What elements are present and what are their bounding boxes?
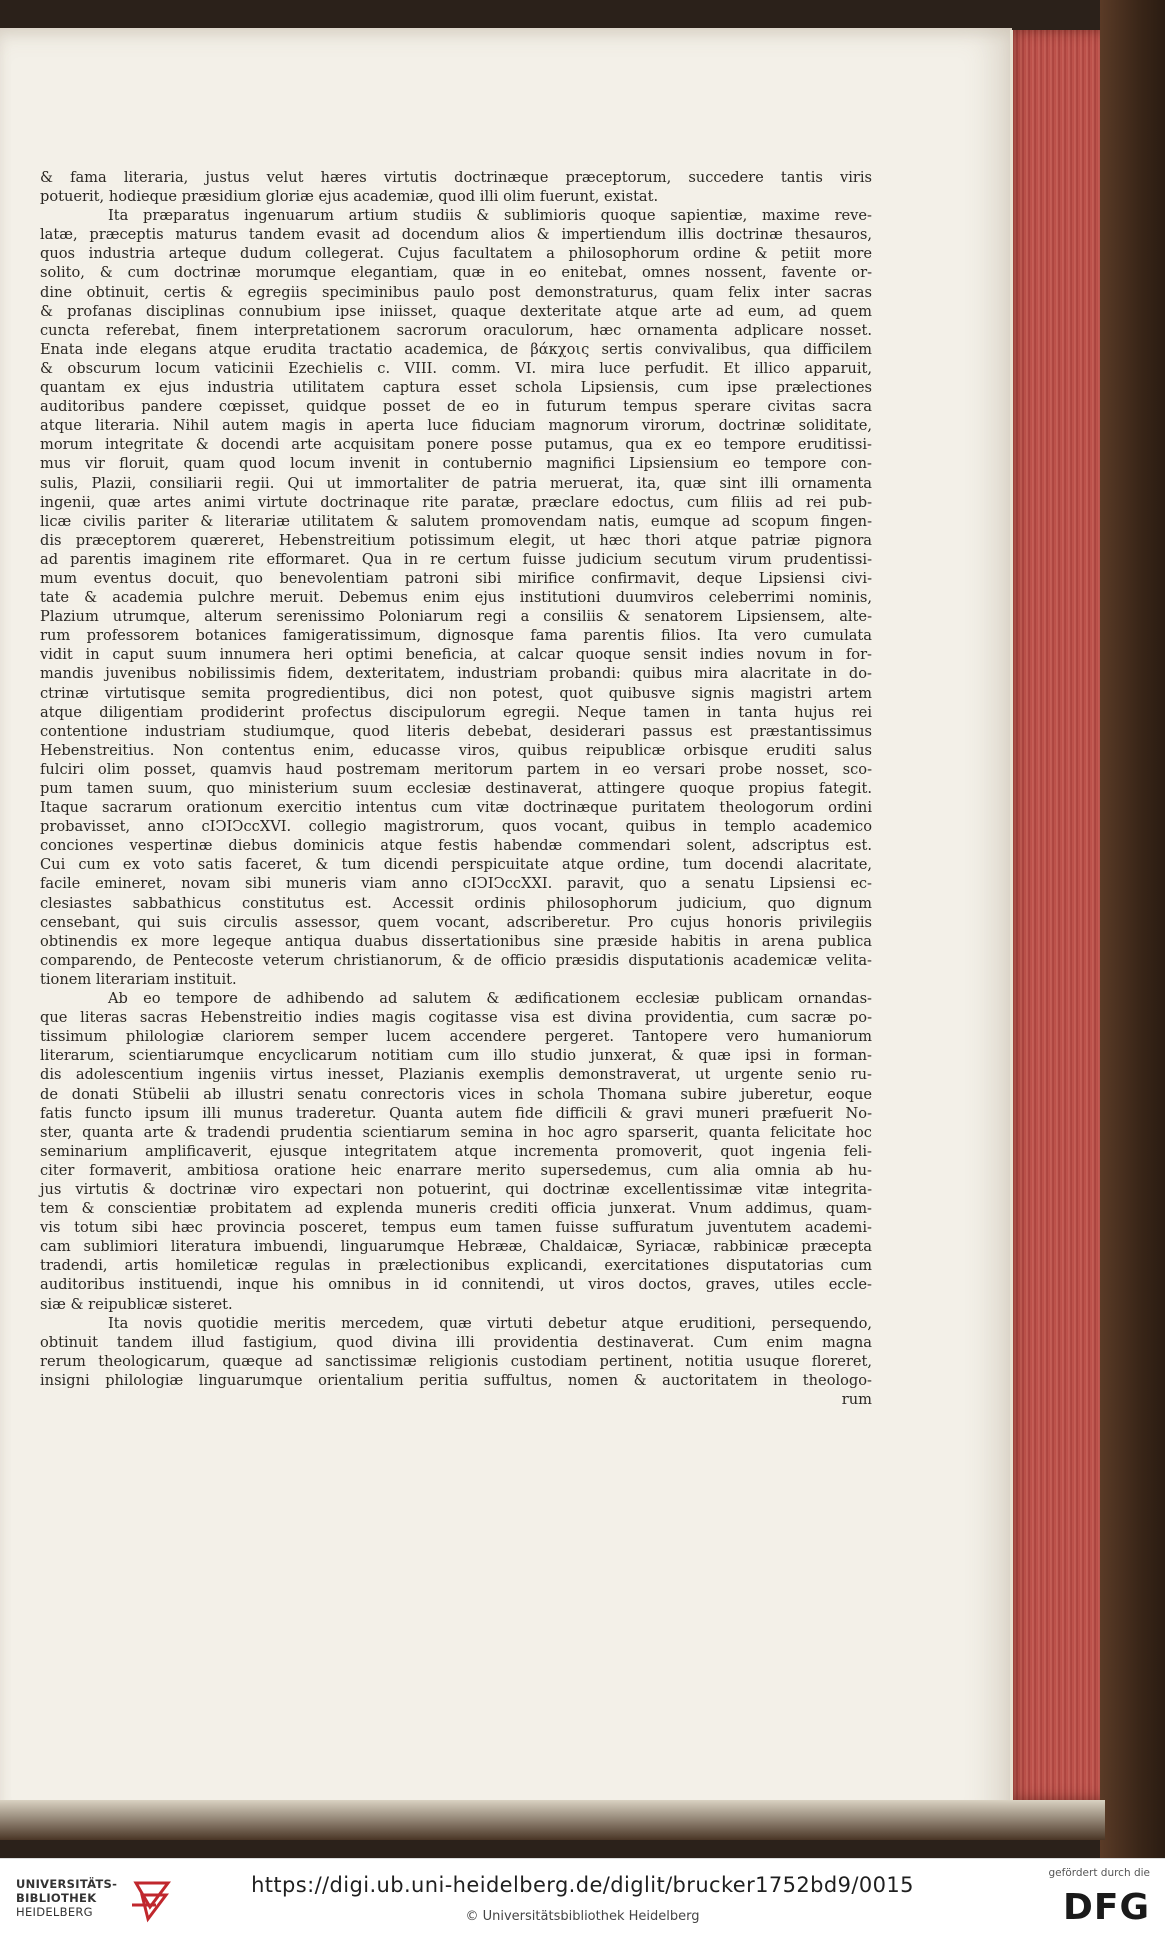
text-line: de donati Stübelii ab illustri senatu conrectoris vices in schola Thomana subire juberetur, eoque [40, 1085, 872, 1103]
text-line: ad parentis imaginem rite efformaret. Qua in re certum fuisse judicium secutum virum prudentissi- [40, 550, 872, 568]
text-line: Itaque sacrarum orationum exercitio intentus cum vitæ doctrinæque puritatem theologorum ordini [40, 799, 872, 817]
text-line: dis præceptorem quæreret, Hebenstreitium potissimum elegit, ut hæc thori atque patriæ pignora [40, 531, 872, 549]
page-url-link[interactable]: https://digi.ub.uni-heidelberg.de/diglit/brucker1752bd9/0015 [251, 1873, 914, 1897]
text-line: solito, & cum doctrinæ morumque elegantiam, quæ in eo enitebat, omnes nossent, favente or- [40, 264, 872, 282]
text-line: cuncta referebat, finem interpretationem sacrorum oraculorum, hæc ornamenta adplicare nosset. [40, 321, 872, 339]
text-line: dine obtinuit, certis & egregiis speciminibus paulo post demonstraturus, quam felix inter sacras [40, 283, 872, 301]
text-line: Ita præparatus ingenuarum artium studiis & sublimioris quoque sapientiæ, maxime reve- [108, 207, 872, 225]
library-name-line3: HEIDELBERG [16, 1905, 93, 1919]
text-line: Enata inde elegans atque erudita tractatio academica, de βάκχοις sertis convivalibus, qua difficilem [40, 340, 872, 358]
copyright-notice: © Universitätsbibliothek Heidelberg [465, 1909, 700, 1924]
text-line: Cui cum ex voto satis faceret, & tum dicendi perspicuitate atque ordine, tum docendi alacritate, [40, 856, 872, 874]
text-line: cam sublimiori literatura imbuendi, linguarumque Hebrææ, Chaldaicæ, Syriacæ, rabbinicæ præcepta [40, 1238, 872, 1256]
text-line: ingenii, quæ artes animi virtute doctrinaque rite paratæ, præclare edoctus, cum filiis ad rei pub- [40, 493, 872, 511]
dfg-logo-icon: DFG [1062, 1887, 1150, 1928]
text-line: Plazium utrumque, alterum serenissimo Poloniarum regi a consiliis & senatorem Lipsiensem, alte- [40, 608, 872, 626]
text-line: fatis functo ipsum illi munus traderetur. Quanta autem fide difficili & gravi muneri præfuerit No- [40, 1104, 872, 1122]
funder-logo[interactable] [1030, 1867, 1150, 1933]
text-line: citer formaverit, ambitiosa oratione heic enarrare merito supersedemus, cum alia omnia ab hu- [40, 1161, 872, 1179]
text-line: tem & conscientiæ probitatem ad explenda muneris crediti officia junxerat. Vnum addimus, quam- [40, 1200, 872, 1218]
text-line: tate & academia pulchre meruit. Debemus enim ejus institutioni duumviros celeberrimi nominis, [40, 589, 872, 607]
text-line: latæ, præceptis maturus tandem evasit ad docendum alios & impertiendum illis doctrinæ thesauros, [40, 226, 872, 244]
text-line: clesiastes sabbathicus constitutus est. Accessit ordinis philosophorum judicium, quo dignum [40, 894, 872, 912]
text-line: tionem literariam instituit. [40, 970, 237, 988]
text-line: que literas sacras Hebenstreitio indies magis cogitasse visa est divina providentia, cum sacræ po- [40, 1009, 872, 1027]
text-line: quantam ex ejus industria utilitatem captura esset schola Lipsiensis, cum ipse prælectiones [40, 379, 872, 397]
text-line: censebant, qui suis circulis assessor, quem vocant, adscriberetur. Pro cujus honoris privilegiis [40, 913, 872, 931]
text-line: quos industria arteque dudum collegerat. Cujus facultatem a philosophorum ordine & petiit more [40, 245, 872, 263]
catchword: rum [841, 1391, 872, 1408]
text-line: auditoribus pandere cœpisset, quidque posset de eo in futurum tempus sperare civitas sacra [40, 398, 872, 416]
text-line: potuerit, hodieque præsidium gloriæ ejus academiæ, quod illi olim fuerunt, existat. [40, 188, 659, 206]
text-line: siæ & reipublicæ sisteret. [40, 1295, 233, 1313]
text-line: & obscurum locum vaticinii Ezechielis c. VIII. comm. VI. mira luce perfudit. Et illico apparuit, [40, 359, 872, 377]
text-line: insigni philologiæ linguarumque orientalium peritia suffultus, nomen & auctoritatem in theologo- [40, 1371, 872, 1389]
text-line: fulciri olim posset, quamvis haud postremam meritorum partem in eo versari probe nosset, sco- [40, 760, 872, 778]
book-cover [1100, 0, 1165, 1858]
text-line: comparendo, de Pentecoste veterum christianorum, & de officio præsidis disputationis academicæ velita- [40, 951, 872, 969]
text-line: & fama literaria, justus velut hæres virtutis doctrinæque præceptorum, succedere tantis viris [40, 169, 872, 186]
text-line: seminarium amplificaverit, ejusque integritatem atque incrementa promoverit, quot ingenia feli- [40, 1142, 872, 1160]
text-line: ster, quanta arte & tradendi prudentia scientiarum semina in hoc agro sparserit, quanta felicitate hoc [40, 1123, 872, 1141]
text-line: mandis juvenibus nobilissimis fidem, dexteritatem, industriam probandi: quibus mira alacritate in do- [40, 665, 872, 683]
text-line: pum tamen suum, quo ministerium suum ecclesiæ destinaverat, attingere quoque propius fategit. [40, 780, 872, 797]
text-line: contentione industriam studiumque, quod literis debebat, desiderari passus est præstantissimus [40, 722, 872, 740]
text-line: vis totum sibi hæc provincia posceret, tempus eum tamen fuisse suffuratum juventutem academi- [40, 1219, 872, 1237]
text-line: auditoribus instituendi, inque his omnibus in id connitendi, ut viros doctos, graves, utiles eccle- [40, 1276, 872, 1294]
text-line: rerum theologicarum, quæque ad sanctissimæ religionis custodiam pertinent, notitia usuque floreret, [40, 1352, 872, 1370]
text-line: ctrinæ virtutisque semita progredientibus, dici non potest, quot quibusve signis magistri artem [40, 684, 872, 702]
funder-label: gefördert durch die [1048, 1867, 1150, 1879]
text-line: vidit in caput suum innumera heri optimi beneficia, at calcar quoque sensit indies novum in for- [40, 646, 872, 664]
text-line: mus vir floruit, quam quod locum invenit in contubernio magnifici Lipsiensium eo tempore con- [40, 455, 872, 473]
viewer-footer [0, 1858, 1165, 1941]
text-line: atque literaria. Nihil autem magis in aperta luce fiduciam magnorum virorum, doctrinæ soliditate, [40, 417, 872, 435]
text-line: & profanas disciplinas connubium ipse iniisset, quaque dexteritate atque arte ad eum, ad quem [40, 302, 872, 320]
text-line: mum eventus docuit, quo benevolentiam patroni sibi mirifice confirmavit, deque Lipsiensi civi- [40, 569, 872, 587]
text-line: dis adolescentium ingeniis virtus inesset, Plazianis exemplis demonstraverat, ut urgente senio ru- [40, 1066, 872, 1084]
text-line: Hebenstreitius. Non contentus enim, educasse viros, quibus reipublicæ orbisque eruditi salus [40, 741, 872, 759]
text-line: facile emineret, novam sibi muneris viam anno cIↃIↃccXXI. paravit, quo a senatu Lipsiensi ec- [40, 875, 872, 893]
text-line: obtinuit tandem illud fastigium, quod divina illi providentia destinaverat. Cum enim magna [40, 1333, 872, 1351]
book-bottom-edge [0, 1800, 1105, 1840]
text-line: Ita novis quotidie meritis mercedem, quæ virtuti debetur atque eruditioni, persequendo, [108, 1314, 872, 1332]
text-line: obtinendis ex more legeque antiqua duabus dissertationibus sine præside habitis in arena publica [40, 932, 872, 950]
text-line: rum professorem botanices famigeratissimum, dignosque fama parentis filios. Ita vero cumulata [40, 627, 872, 645]
text-line: Ab eo tempore de adhibendo ad salutem & ædificationem ecclesiæ publicam ornandas- [108, 990, 872, 1008]
page-text [40, 168, 872, 1409]
library-name-line2: BIBLIOTHEK [16, 1891, 97, 1905]
text-line: conciones vespertinæ diebus dominicis atque festis habendæ commendari solent, adscriptus est. [40, 837, 872, 855]
text-line: literarum, scientiarumque encyclicarum notitiam cum illo studio junxerat, & quæ ipsi in forman- [40, 1047, 872, 1065]
book-fore-edge [1010, 30, 1109, 1800]
library-name-line1: UNIVERSITÄTS- [16, 1877, 118, 1891]
text-line: sulis, Plazii, consiliarii regii. Qui ut immortaliter de patria meruerat, ita, quæ sint illi ornamenta [40, 474, 872, 492]
text-line: tradendi, artis homileticæ regulas in prælectionibus explicandi, exercitationes disputatorias cum [40, 1257, 872, 1275]
text-line: probavisset, anno cIↃIↃccXVI. collegio magistrorum, quos vocant, quibus in templo academico [40, 818, 872, 836]
text-line: atque diligentiam prodiderint profectus discipulorum egregii. Neque tamen in tanta hujus rei [40, 703, 872, 721]
text-line: licæ civilis pariter & literariæ utilitatem & salutem promovendam natis, eumque ad scopum fingen- [40, 512, 872, 530]
text-line: tissimum philologiæ clariorem semper lucem accendere pergeret. Tantopere vero humaniorum [40, 1028, 872, 1046]
text-line: morum integritate & docendi arte acquisitam ponere posse putamus, qua ex eo tempore eruditissi- [40, 436, 872, 454]
text-line: jus virtutis & doctrinæ viro expectari non potuerint, qui doctrinæ excellentissimæ vitæ integrita- [40, 1180, 872, 1198]
